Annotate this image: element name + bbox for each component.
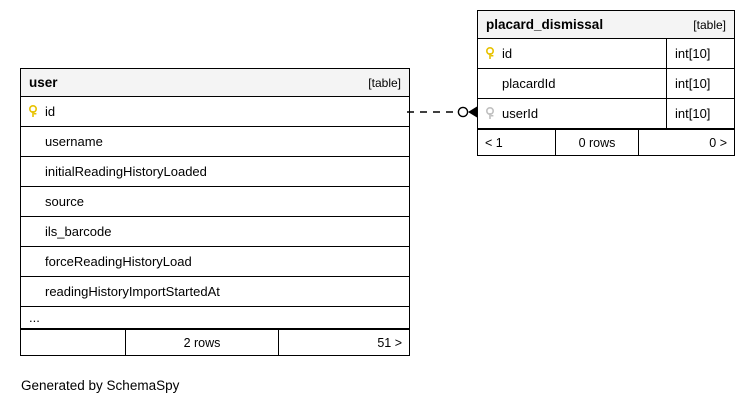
column-name-cell <box>478 76 666 91</box>
footer-rowcount: 0 rows <box>556 130 639 155</box>
entity-table-placard-dismissal[interactable] <box>477 10 735 156</box>
entity-title: user <box>29 75 58 90</box>
column-row[interactable] <box>478 39 734 69</box>
column-row[interactable] <box>478 69 734 99</box>
entity-type-tag: [table] <box>693 17 726 32</box>
diagram-caption: Generated by SchemaSpy <box>21 378 180 393</box>
column-row[interactable] <box>21 187 409 217</box>
more-columns-indicator: ... <box>21 307 409 329</box>
footer-next-cell[interactable]: 51 > <box>377 335 402 350</box>
column-name-cell <box>21 104 409 119</box>
column-row[interactable] <box>478 99 734 129</box>
column-row[interactable] <box>21 277 409 307</box>
entity-header-user <box>21 69 409 97</box>
column-name-cell <box>21 254 409 269</box>
entity-footer-user <box>21 329 409 355</box>
column-label: initialReadingHistoryLoaded <box>45 164 207 179</box>
column-label: forceReadingHistoryLoad <box>45 254 192 269</box>
column-name-cell <box>21 164 409 179</box>
column-label: id <box>45 104 56 119</box>
column-label: id <box>502 46 513 61</box>
column-name-cell <box>21 194 409 209</box>
entity-header-placard-dismissal <box>478 11 734 39</box>
column-row[interactable] <box>21 247 409 277</box>
primary-key-icon <box>486 47 497 60</box>
column-type: int[10] <box>666 69 734 98</box>
column-row[interactable] <box>21 127 409 157</box>
column-name-cell <box>21 284 409 299</box>
column-name-cell <box>21 134 409 149</box>
column-type: int[10] <box>666 39 734 68</box>
column-label: readingHistoryImportStartedAt <box>45 284 220 299</box>
column-name-cell <box>21 224 409 239</box>
footer-rowcount: 2 rows <box>126 330 279 355</box>
footer-next-cell[interactable]: 0 > <box>709 135 727 150</box>
footer-prev-cell[interactable]: < 1 <box>478 130 556 155</box>
footer-prev-cell[interactable] <box>21 330 126 355</box>
relationship-connector <box>405 98 495 126</box>
entity-title: placard_dismissal <box>486 17 604 32</box>
column-row[interactable] <box>21 97 409 127</box>
primary-key-icon <box>29 105 40 118</box>
entity-type-tag: [table] <box>368 75 401 90</box>
column-label: placardId <box>502 76 556 91</box>
column-row[interactable] <box>21 217 409 247</box>
column-name-cell <box>478 106 666 121</box>
entity-footer-placard-dismissal <box>478 129 734 155</box>
column-label: username <box>45 134 103 149</box>
entity-table-user[interactable] <box>20 68 410 356</box>
column-label: source <box>45 194 85 209</box>
column-label: userId <box>502 106 539 121</box>
column-name-cell <box>478 46 666 61</box>
column-row[interactable] <box>21 157 409 187</box>
column-label: ils_barcode <box>45 224 112 239</box>
column-type: int[10] <box>666 99 734 128</box>
